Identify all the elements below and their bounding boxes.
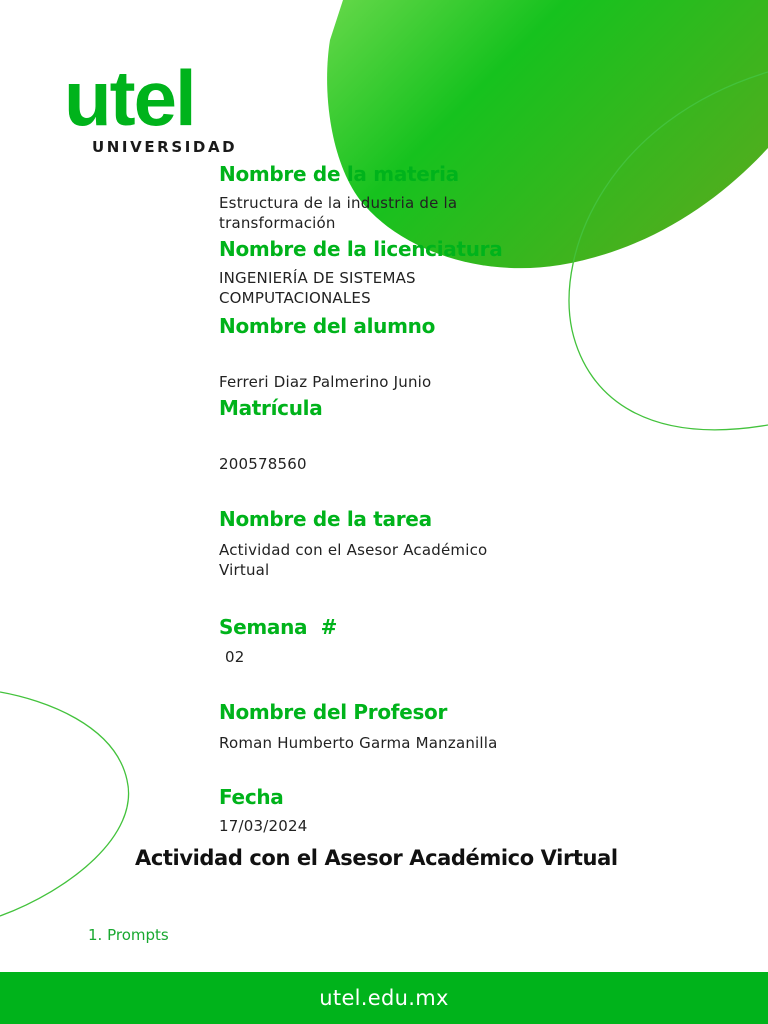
field-label: Nombre de la materia <box>219 162 459 186</box>
field-label: Nombre del Profesor <box>219 700 448 724</box>
field-profesor <box>219 700 549 753</box>
field-fecha <box>219 785 549 836</box>
field-licenciatura <box>219 237 549 308</box>
field-value: Estructura de la industria de la transformación <box>219 194 458 232</box>
field-value: 17/03/2024 <box>219 817 308 835</box>
field-tarea <box>219 507 549 580</box>
logo-wordmark: utel <box>64 54 195 142</box>
list-item-prompts: 1. Prompts <box>88 926 169 944</box>
field-materia <box>219 162 549 233</box>
field-value: Roman Humberto Garma Manzanilla <box>219 734 498 752</box>
field-value: 200578560 <box>219 455 307 473</box>
footer-bar <box>0 972 768 1024</box>
utel-logo <box>64 54 238 156</box>
field-label: Semana # <box>219 615 338 639</box>
field-matricula <box>219 396 549 474</box>
field-label: Fecha <box>219 785 284 809</box>
field-label: Nombre de la licenciatura <box>219 237 503 261</box>
field-semana <box>219 615 549 667</box>
field-value: Ferreri Diaz Palmerino Junio <box>219 373 432 391</box>
field-value: INGENIERÍA DE SISTEMAS COMPUTACIONALES <box>219 269 416 307</box>
footer-url[interactable]: utel.edu.mx <box>319 986 449 1010</box>
outline-curve-left <box>0 692 129 916</box>
field-value: 02 <box>225 648 245 666</box>
field-alumno <box>219 314 549 392</box>
field-label: Matrícula <box>219 396 323 420</box>
field-label: Nombre de la tarea <box>219 507 432 531</box>
field-label: Nombre del alumno <box>219 314 436 338</box>
document-heading: Actividad con el Asesor Académico Virtual <box>135 846 618 870</box>
logo-subtitle: UNIVERSIDAD <box>92 138 238 156</box>
field-value: Actividad con el Asesor Académico Virtual <box>219 541 488 579</box>
